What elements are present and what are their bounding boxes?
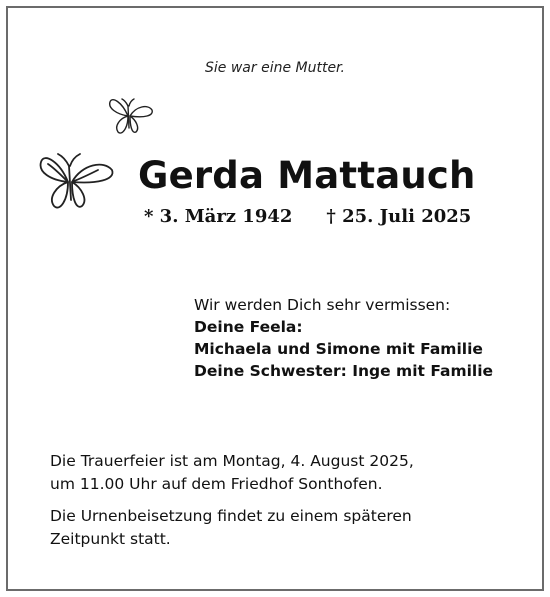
obituary-frame — [6, 6, 544, 591]
butterfly-icon — [106, 94, 156, 136]
mourner-line: Michaela und Simone mit Familie — [194, 340, 483, 358]
butterfly-icon — [38, 148, 116, 212]
ceremony-paragraph — [50, 450, 520, 496]
burial-paragraph — [50, 505, 520, 551]
death-date: † 25. Juli 2025 — [326, 206, 472, 227]
mourner-line: Deine Feela: — [194, 318, 303, 336]
burial-line: Die Urnenbeisetzung findet zu einem späteren — [50, 507, 412, 525]
mourners-intro: Wir werden Dich sehr vermissen: — [194, 296, 451, 314]
mourner-line: Deine Schwester: Inge mit Familie — [194, 362, 494, 380]
birth-date: * 3. März 1942 — [144, 206, 293, 227]
mourners-block — [194, 294, 493, 382]
ceremony-line: Die Trauerfeier ist am Montag, 4. August 2025, — [50, 452, 414, 470]
deceased-name: Gerda Mattauch — [138, 154, 476, 197]
life-dates — [144, 206, 471, 227]
ceremony-line: um 11.00 Uhr auf dem Friedhof Sonthofen. — [50, 475, 383, 493]
burial-line: Zeitpunkt statt. — [50, 530, 171, 548]
ceremony-info — [50, 450, 520, 560]
motto: Sie war eine Mutter. — [205, 60, 345, 76]
